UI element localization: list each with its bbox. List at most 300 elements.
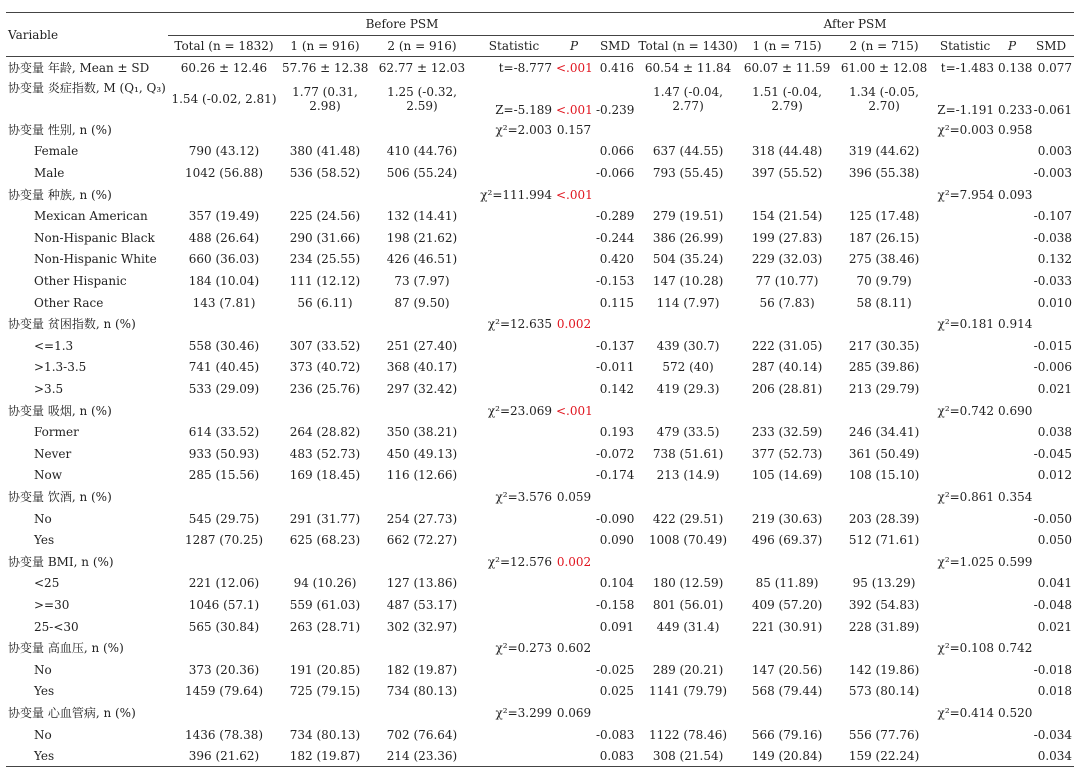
after-group1-cell: 233 (32.59) (751, 425, 823, 440)
before-p-cell (554, 335, 594, 357)
before-total-cell: 1287 (70.25) (184, 533, 264, 548)
after-group1-cell: 377 (52.73) (751, 446, 823, 461)
after-group2-cell (834, 400, 934, 422)
before-p-cell: 0.602 (556, 641, 592, 656)
before-p-cell (554, 529, 594, 551)
variable-label: 协变量 性别, n (%) (8, 122, 112, 137)
before-group2-cell (370, 184, 474, 206)
before-group2-cell: 132 (14.41) (386, 209, 458, 224)
before-group2-cell: 1.25 (-0.32, 2.59) (387, 84, 457, 113)
before-p-cell (554, 378, 594, 400)
after-p-cell (996, 335, 1028, 357)
after-smd-cell: -0.006 (1033, 360, 1073, 375)
level-label: No (34, 511, 52, 526)
before-psm-header: Before PSM (168, 13, 636, 36)
before-group1-cell: 734 (80.13) (289, 727, 361, 742)
level-label: Yes (6, 745, 168, 767)
level-label: <=1.3 (34, 338, 74, 353)
after-total-cell: 180 (12.59) (652, 576, 724, 591)
variable-header: Variable (6, 13, 168, 57)
before-smd-cell: -0.083 (596, 727, 635, 742)
after-smd-cell: -0.038 (1033, 230, 1073, 245)
after-statistic-cell: χ²=7.954 (937, 187, 995, 202)
after-smd-cell (1028, 400, 1074, 422)
after-statistic-cell (934, 443, 996, 465)
table-row-level (6, 529, 1074, 551)
after-statistic-cell: χ²=0.181 (937, 317, 995, 332)
after-smd-cell: 0.003 (1037, 144, 1073, 159)
before-group2-cell: 734 (80.13) (386, 684, 458, 699)
before-group1-cell: 111 (12.12) (289, 274, 361, 289)
before-group2-cell (370, 551, 474, 573)
after-group1-cell: 221 (30.91) (751, 619, 823, 634)
after-total-cell: 386 (26.99) (652, 230, 724, 245)
before-group1-cell: 191 (20.85) (289, 662, 361, 677)
after-total-cell: 504 (35.24) (652, 252, 724, 267)
level-label: No (34, 662, 52, 677)
table-row-level (6, 357, 1074, 379)
before-group1-cell: 373 (40.72) (289, 360, 361, 375)
before-smd-cell: -0.090 (596, 511, 635, 526)
after-statistic-cell (934, 205, 996, 227)
before-group1-cell: 94 (10.26) (293, 576, 357, 591)
before-p-cell (554, 724, 594, 746)
after-p-cell (996, 443, 1028, 465)
after-statistic-cell (934, 573, 996, 595)
after-group2-cell: 512 (71.61) (848, 533, 920, 548)
before-statistic-cell (474, 205, 554, 227)
header-row-groups (6, 13, 1074, 36)
before-smd-cell: 0.193 (599, 425, 635, 440)
after-group2-cell: 1.34 (-0.05, 2.70) (849, 84, 919, 113)
after-p-cell (996, 659, 1028, 681)
after-smd-cell: 0.021 (1037, 619, 1073, 634)
after-p-cell: 0.958 (998, 122, 1033, 137)
before-p-cell (554, 292, 594, 314)
table-row-variable (6, 400, 1074, 422)
col-header-before-smd: SMD (594, 36, 636, 57)
before-smd-cell: -0.244 (596, 230, 635, 245)
before-p-cell: <.001 (556, 103, 593, 118)
after-group1-cell (740, 486, 834, 508)
after-group2-cell (834, 313, 934, 335)
before-group1-cell (280, 400, 370, 422)
table-row-variable (6, 57, 1074, 79)
after-smd-cell: -0.034 (1033, 727, 1073, 742)
before-p-cell (554, 594, 594, 616)
after-smd-cell: 0.132 (1037, 252, 1073, 267)
table-row-variable (6, 551, 1074, 573)
before-statistic-cell: χ²=12.576 (487, 554, 552, 569)
after-statistic-cell (934, 249, 996, 271)
before-total-cell: 660 (36.03) (188, 252, 260, 267)
after-statistic-cell (934, 227, 996, 249)
before-total-cell: 184 (10.04) (188, 274, 260, 289)
after-total-cell: 793 (55.45) (652, 166, 724, 181)
before-total-cell: 373 (20.36) (188, 662, 260, 677)
col-header-after-group1: 1 (n = 715) (740, 36, 834, 57)
table-row-level (6, 443, 1074, 465)
before-smd-cell: -0.239 (596, 103, 635, 118)
table-row-level (6, 270, 1074, 292)
after-total-cell (636, 313, 740, 335)
before-total-cell: 488 (26.64) (188, 230, 260, 245)
after-group1-cell (740, 313, 834, 335)
col-header-before-p: P (554, 36, 594, 57)
col-header-before-total: Total (n = 1832) (168, 36, 280, 57)
after-group1-cell: 105 (14.69) (751, 468, 823, 483)
before-statistic-cell: χ²=3.576 (495, 489, 552, 504)
after-statistic-cell (934, 292, 996, 314)
variable-label: 协变量 贫困指数, n (%) (8, 317, 136, 332)
level-label: Former (34, 425, 79, 440)
after-psm-header: After PSM (636, 13, 1074, 36)
after-statistic-cell (934, 508, 996, 530)
after-total-cell: 439 (30.7) (656, 338, 720, 353)
level-label: Mexican American (34, 209, 148, 224)
after-group1-cell (740, 119, 834, 141)
before-p-cell (554, 205, 594, 227)
before-smd-cell: -0.066 (596, 166, 635, 181)
after-total-cell (636, 551, 740, 573)
after-p-cell (996, 724, 1028, 746)
before-smd-cell: -0.289 (596, 209, 635, 224)
after-smd-cell: -0.050 (1033, 511, 1073, 526)
after-group1-cell: 222 (31.05) (751, 338, 823, 353)
before-statistic-cell (474, 745, 554, 767)
after-group2-cell: 61.00 ± 12.08 (840, 60, 928, 75)
table-row-level (6, 594, 1074, 616)
table-row-level (6, 205, 1074, 227)
after-group1-cell: 85 (11.89) (755, 576, 819, 591)
table-row-level (6, 745, 1074, 767)
after-statistic-cell: χ²=0.003 (937, 122, 995, 137)
table-row-level (6, 421, 1074, 443)
after-group1-cell: 60.07 ± 11.59 (743, 60, 831, 75)
before-group2-cell: 251 (27.40) (386, 338, 458, 353)
before-smd-cell: -0.153 (596, 274, 635, 289)
before-p-cell: 0.069 (556, 705, 592, 720)
col-header-after-smd: SMD (1028, 36, 1074, 57)
level-label: Male (34, 166, 65, 181)
before-p-cell (554, 616, 594, 638)
before-total-cell (168, 486, 280, 508)
after-total-cell: 449 (31.4) (656, 619, 720, 634)
after-p-cell: 0.233 (998, 103, 1033, 118)
after-smd-cell: -0.003 (1033, 166, 1073, 181)
before-statistic-cell (474, 378, 554, 400)
after-smd-cell: 0.018 (1037, 684, 1073, 699)
before-group1-cell: 264 (28.82) (289, 425, 361, 440)
before-smd-cell (594, 313, 636, 335)
after-statistic-cell (934, 162, 996, 184)
after-p-cell: 0.690 (998, 403, 1033, 418)
after-p-cell (996, 745, 1028, 767)
before-group1-cell: 169 (18.45) (289, 468, 361, 483)
after-group1-cell: 496 (69.37) (751, 533, 823, 548)
after-group2-cell (834, 486, 934, 508)
before-smd-cell (594, 551, 636, 573)
after-statistic-cell (934, 529, 996, 551)
level-label: >1.3-3.5 (34, 360, 87, 375)
before-group1-cell: 380 (41.48) (289, 144, 361, 159)
before-total-cell: 614 (33.52) (188, 425, 260, 440)
before-smd-cell: -0.025 (596, 662, 635, 677)
after-group1-cell: 149 (20.84) (740, 745, 834, 767)
variable-label: 协变量 高血压, n (%) (8, 641, 124, 656)
before-p-cell (554, 573, 594, 595)
level-label: >3.5 (34, 382, 64, 397)
after-total-cell: 1122 (78.46) (649, 727, 728, 742)
before-statistic-cell: χ²=2.003 (495, 122, 552, 137)
before-total-cell: 741 (40.45) (188, 360, 260, 375)
before-total-cell: 285 (15.56) (188, 468, 260, 483)
after-group2-cell: 392 (54.83) (848, 597, 920, 612)
before-group2-cell: 87 (9.50) (394, 295, 450, 310)
after-p-cell: 0.599 (998, 554, 1033, 569)
before-group2-cell: 182 (19.87) (386, 662, 458, 677)
after-statistic-cell: χ²=0.861 (937, 489, 995, 504)
before-group2-cell (370, 702, 474, 724)
after-group1-cell: 206 (28.81) (751, 382, 823, 397)
before-p-cell (554, 681, 594, 703)
after-smd-cell (1028, 486, 1074, 508)
before-p-cell (554, 465, 594, 487)
table-row-level (6, 681, 1074, 703)
before-statistic-cell (474, 724, 554, 746)
before-total-cell: 221 (12.06) (188, 576, 260, 591)
before-group1-cell: 290 (31.66) (289, 230, 361, 245)
level-label: 25-<30 (34, 619, 79, 634)
col-header-after-total: Total (n = 1430) (636, 36, 740, 57)
after-smd-cell: -0.045 (1033, 446, 1073, 461)
after-group2-cell: 142 (19.86) (848, 662, 920, 677)
after-statistic-cell: χ²=0.414 (937, 705, 995, 720)
after-statistic-cell (934, 270, 996, 292)
before-statistic-cell (474, 529, 554, 551)
before-total-cell: 790 (43.12) (188, 144, 260, 159)
after-p-cell (996, 573, 1028, 595)
after-group2-cell: 95 (13.29) (852, 576, 916, 591)
after-group1-cell: 154 (21.54) (751, 209, 823, 224)
before-group1-cell: 536 (58.52) (289, 166, 361, 181)
before-smd-cell (594, 400, 636, 422)
after-total-cell: 1.47 (-0.04, 2.77) (653, 84, 723, 113)
after-smd-cell (1028, 119, 1074, 141)
after-smd-cell: 0.050 (1037, 533, 1073, 548)
before-total-cell: 533 (29.09) (188, 382, 260, 397)
after-total-cell: 572 (40) (662, 360, 714, 375)
before-p-cell: 0.059 (556, 489, 592, 504)
before-statistic-cell (474, 443, 554, 465)
before-smd-cell: -0.011 (596, 360, 635, 375)
before-statistic-cell (474, 421, 554, 443)
after-total-cell: 422 (29.51) (652, 511, 724, 526)
after-smd-cell: -0.061 (1033, 103, 1073, 118)
after-p-cell (996, 249, 1028, 271)
after-group2-cell: 58 (8.11) (856, 295, 912, 310)
before-statistic-cell (474, 616, 554, 638)
after-group2-cell: 556 (77.76) (848, 727, 920, 742)
before-statistic-cell (474, 162, 554, 184)
before-statistic-cell (474, 594, 554, 616)
after-group1-cell: 318 (44.48) (751, 144, 823, 159)
col-header-after-p: P (996, 36, 1028, 57)
after-p-cell (996, 594, 1028, 616)
level-label: Now (34, 468, 62, 483)
before-smd-cell: 0.115 (599, 295, 635, 310)
before-total-cell: 1046 (57.1) (188, 597, 260, 612)
after-p-cell (996, 616, 1028, 638)
after-p-cell: 0.093 (998, 187, 1033, 202)
after-group2-cell: 228 (31.89) (848, 619, 920, 634)
before-group1-cell: 225 (24.56) (289, 209, 361, 224)
before-group2-cell: 214 (23.36) (370, 745, 474, 767)
table-row-level (6, 573, 1074, 595)
before-group2-cell: 302 (32.97) (386, 619, 458, 634)
before-statistic-cell: χ²=12.635 (487, 317, 552, 332)
after-p-cell: 0.354 (998, 489, 1033, 504)
before-p-cell (554, 659, 594, 681)
after-total-cell: 479 (33.5) (656, 425, 720, 440)
after-statistic-cell: χ²=1.025 (937, 554, 995, 569)
table-row-level (6, 724, 1074, 746)
before-statistic-cell: t=-8.777 (498, 60, 552, 75)
before-group1-cell (280, 702, 370, 724)
before-group1-cell (280, 119, 370, 141)
before-group2-cell: 254 (27.73) (386, 511, 458, 526)
table-row-variable (6, 313, 1074, 335)
before-smd-cell (594, 637, 636, 659)
before-group2-cell: 116 (12.66) (386, 468, 458, 483)
before-group2-cell: 487 (53.17) (386, 597, 458, 612)
after-statistic-cell (934, 141, 996, 163)
table-row-level (6, 141, 1074, 163)
before-group2-cell (370, 313, 474, 335)
table-row-level (6, 465, 1074, 487)
before-p-cell: 0.002 (556, 554, 592, 569)
col-header-before-statistic: Statistic (474, 36, 554, 57)
table-body (6, 57, 1074, 767)
before-smd-cell: -0.137 (596, 338, 635, 353)
before-p-cell (554, 141, 594, 163)
before-group2-cell: 410 (44.76) (386, 144, 458, 159)
after-group2-cell: 108 (15.10) (848, 468, 920, 483)
after-group2-cell: 125 (17.48) (848, 209, 920, 224)
level-label: <25 (34, 576, 60, 591)
after-statistic-cell (934, 745, 996, 767)
before-smd-cell: 0.083 (594, 745, 636, 767)
after-total-cell (636, 702, 740, 724)
after-total-cell (636, 486, 740, 508)
before-smd-cell (594, 486, 636, 508)
before-group1-cell: 559 (61.03) (289, 597, 361, 612)
before-group1-cell: 236 (25.76) (289, 382, 361, 397)
table-row-variable (6, 486, 1074, 508)
before-p-cell (554, 443, 594, 465)
after-total-cell (636, 400, 740, 422)
after-p-cell (996, 465, 1028, 487)
before-smd-cell: 0.104 (599, 576, 635, 591)
before-statistic-cell (474, 465, 554, 487)
after-smd-cell (1028, 313, 1074, 335)
level-label: Yes (34, 684, 55, 699)
before-statistic-cell (474, 141, 554, 163)
after-statistic-cell: Z=-1.191 (937, 103, 995, 118)
after-smd-cell: 0.034 (1028, 745, 1074, 767)
after-smd-cell (1028, 702, 1074, 724)
after-total-cell: 60.54 ± 11.84 (644, 60, 732, 75)
before-smd-cell: -0.158 (596, 597, 635, 612)
before-statistic-cell (474, 292, 554, 314)
after-group2-cell: 246 (34.41) (848, 425, 920, 440)
level-label: Non-Hispanic Black (34, 230, 155, 245)
before-group1-cell: 307 (33.52) (289, 338, 361, 353)
before-group1-cell: 625 (68.23) (289, 533, 361, 548)
before-smd-cell: 0.091 (599, 619, 635, 634)
before-group1-cell (280, 184, 370, 206)
after-total-cell: 147 (10.28) (652, 274, 724, 289)
table-row-level (6, 616, 1074, 638)
level-label: Female (34, 144, 79, 159)
before-smd-cell: 0.416 (599, 60, 635, 75)
after-group1-cell: 147 (20.56) (751, 662, 823, 677)
after-statistic-cell (934, 378, 996, 400)
after-total-cell: 801 (56.01) (652, 597, 724, 612)
level-label: Never (34, 446, 72, 461)
after-total-cell: 637 (44.55) (652, 144, 724, 159)
before-statistic-cell (474, 270, 554, 292)
after-smd-cell (1028, 637, 1074, 659)
after-group2-cell: 319 (44.62) (848, 144, 920, 159)
before-group2-cell (370, 637, 474, 659)
table-row-variable (6, 184, 1074, 206)
after-group1-cell (740, 637, 834, 659)
col-header-before-group1: 1 (n = 916) (280, 36, 370, 57)
before-total-cell: 545 (29.75) (188, 511, 260, 526)
before-group1-cell: 182 (19.87) (280, 745, 370, 767)
before-total-cell: 357 (19.49) (188, 209, 260, 224)
before-smd-cell: -0.072 (596, 446, 635, 461)
before-statistic-cell (474, 335, 554, 357)
after-smd-cell: 0.077 (1037, 60, 1073, 75)
after-group1-cell (740, 400, 834, 422)
before-statistic-cell: χ²=23.069 (487, 403, 552, 418)
after-group2-cell: 70 (9.79) (856, 274, 912, 289)
before-p-cell: 0.157 (556, 122, 592, 137)
after-statistic-cell (934, 335, 996, 357)
before-statistic-cell: Z=-5.189 (495, 103, 552, 118)
after-group1-cell: 229 (32.03) (751, 252, 823, 267)
after-p-cell (996, 205, 1028, 227)
after-p-cell (996, 227, 1028, 249)
before-statistic-cell (474, 249, 554, 271)
variable-label: 协变量 BMI, n (%) (8, 554, 114, 569)
after-group2-cell: 361 (50.49) (848, 446, 920, 461)
after-group1-cell: 56 (7.83) (759, 295, 815, 310)
after-group1-cell: 77 (10.77) (755, 274, 819, 289)
after-group1-cell (740, 184, 834, 206)
before-group1-cell: 57.76 ± 12.38 (282, 60, 369, 75)
before-group2-cell: 702 (76.64) (386, 727, 458, 742)
after-total-cell: 738 (51.61) (652, 446, 724, 461)
after-statistic-cell (934, 724, 996, 746)
after-group1-cell: 568 (79.44) (751, 684, 823, 699)
after-p-cell: 0.742 (998, 641, 1033, 656)
after-statistic-cell (934, 357, 996, 379)
after-smd-cell: 0.010 (1037, 295, 1073, 310)
before-p-cell (554, 249, 594, 271)
